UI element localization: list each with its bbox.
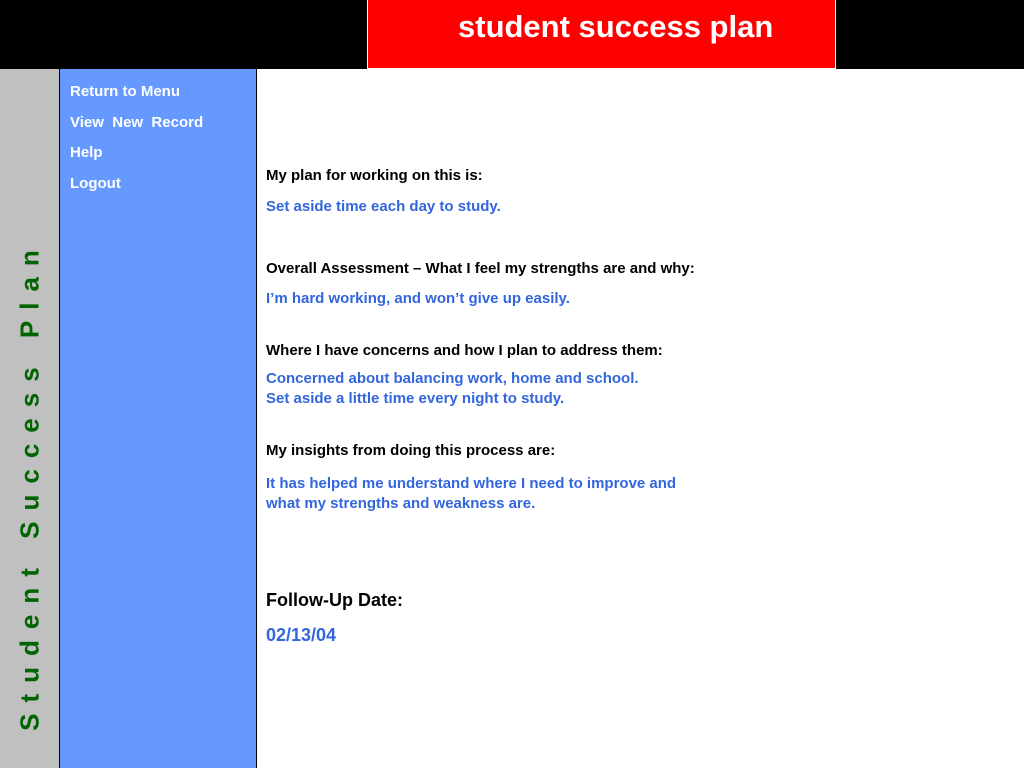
header-bar (0, 0, 1024, 69)
nav-return-to-menu[interactable]: Return to Menu (70, 83, 180, 100)
concerns-question: Where I have concerns and how I plan to address them: (266, 342, 663, 359)
page-title: student success plan (458, 9, 774, 44)
side-band (0, 69, 60, 768)
assessment-question: Overall Assessment – What I feel my strengths are and why: (266, 260, 695, 277)
nav-logout[interactable]: Logout (70, 174, 121, 192)
working-answer: Set aside time each day to study. (266, 198, 501, 215)
assessment-answer: I’m hard working, and won’t give up easily. (266, 290, 570, 307)
side-band-label: Student Success Plan (14, 239, 45, 731)
sidebar-nav (60, 69, 257, 768)
insights-answer-line-2: what my strengths and weakness are. (266, 495, 536, 512)
followup-date: 02/13/04 (266, 625, 337, 645)
insights-question: My insights from doing this process are: (266, 442, 556, 459)
nav-view-new-record[interactable]: View New Record (70, 113, 204, 131)
concerns-answer-line-2: Set aside a little time every night to study. (266, 390, 565, 407)
insights-answer-line-1: It has helped me understand where I need to improve and (266, 475, 677, 492)
title-box (367, 0, 836, 69)
followup-label: Follow-Up Date: (266, 590, 403, 610)
working-question: My plan for working on this is: (266, 167, 483, 184)
nav-help[interactable]: Help (70, 144, 103, 161)
concerns-answer-line-1: Concerned about balancing work, home and school. (266, 370, 639, 387)
